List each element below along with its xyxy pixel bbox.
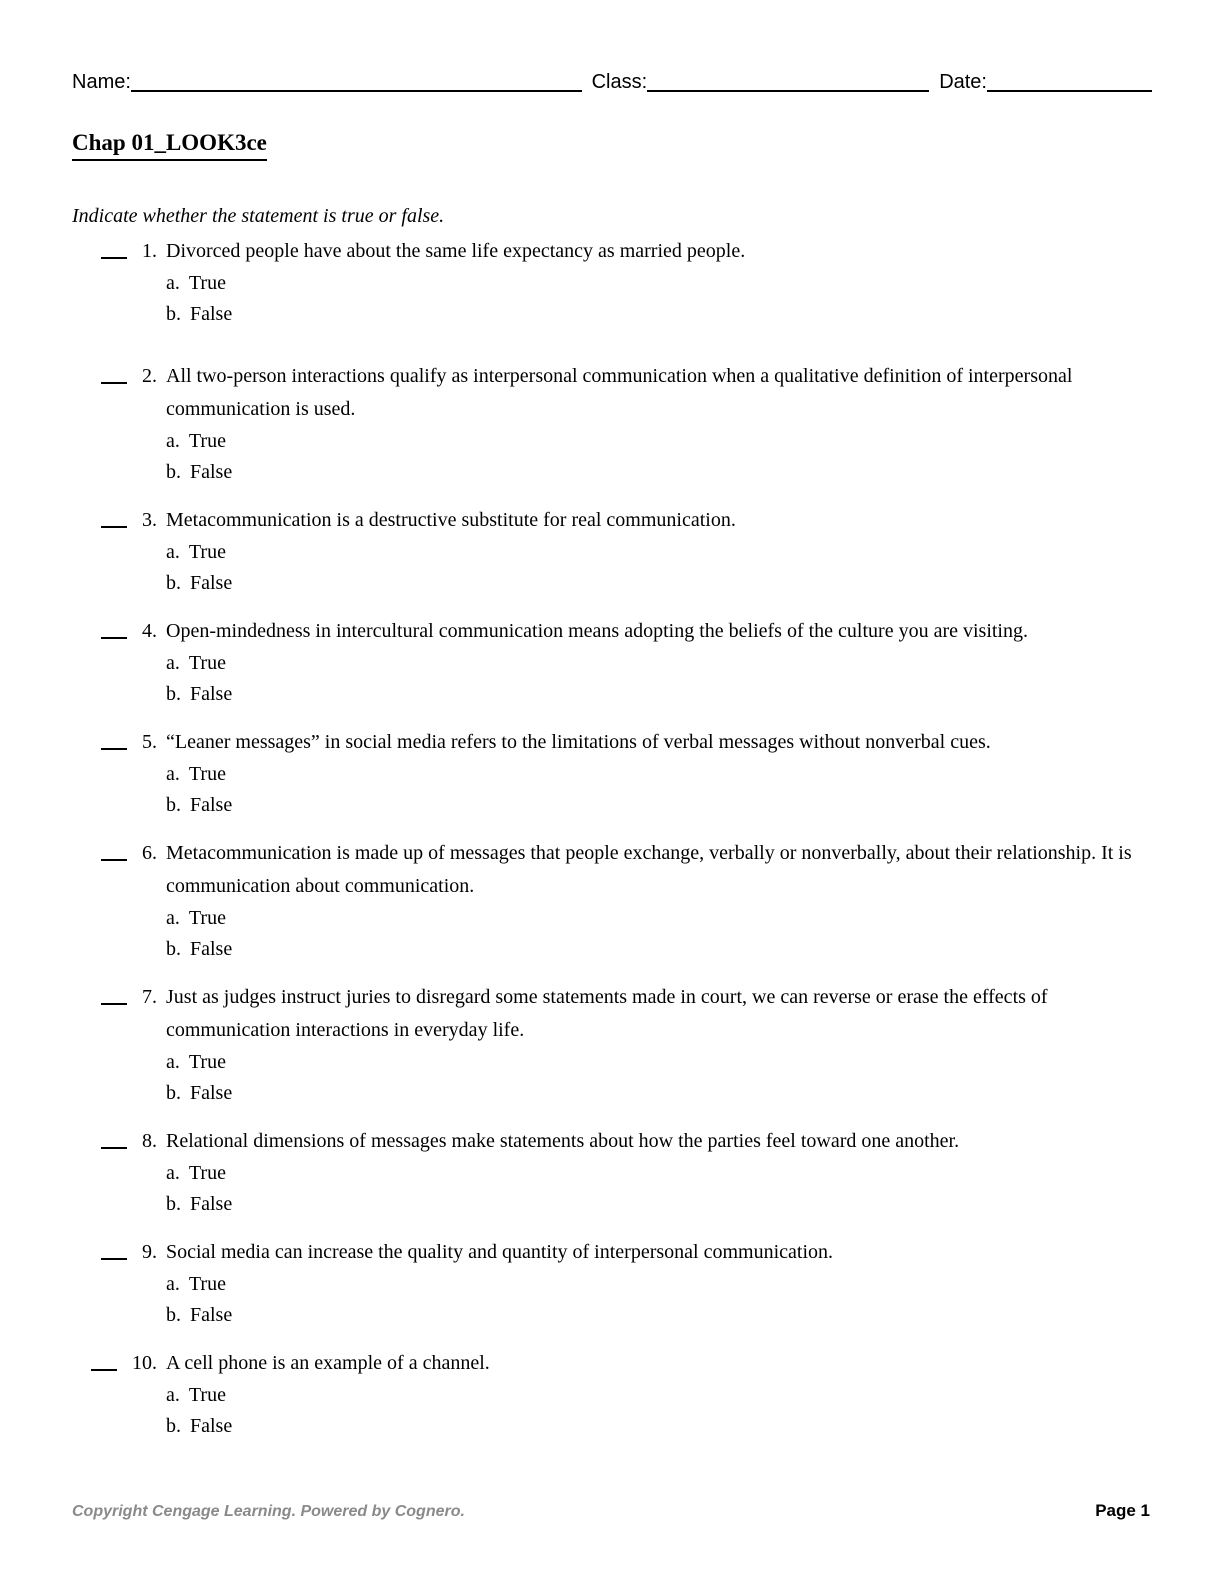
answer-blank-line xyxy=(101,257,127,259)
question-number: 8. xyxy=(142,1130,157,1152)
answer-blank-line xyxy=(101,859,127,861)
question-text: Divorced people have about the same life expectancy as married people. xyxy=(166,240,746,262)
question-item xyxy=(72,726,1152,821)
option-a-label: True xyxy=(188,272,226,294)
date-label: Date: xyxy=(939,71,987,93)
option-a-row xyxy=(72,648,1152,679)
question-line xyxy=(72,615,1152,648)
name-blank-line xyxy=(131,90,582,92)
option-a-row xyxy=(72,1047,1152,1078)
answer-blank-line xyxy=(101,382,127,384)
question-text: Relational dimensions of messages make statements about how the parties feel toward one another. xyxy=(166,1130,960,1152)
question-number: 7. xyxy=(142,986,157,1008)
question-line xyxy=(72,235,1152,268)
question-text: Just as judges instruct juries to disregard some statements made in court, we can reverse or erase the effects of communication interactions in everyday life. xyxy=(166,986,1048,1041)
option-b-letter: b. xyxy=(166,683,181,705)
option-b-label: False xyxy=(190,461,233,483)
question-line xyxy=(72,504,1152,537)
answer-blank-line xyxy=(101,637,127,639)
option-b-label: False xyxy=(190,572,233,594)
option-a-label: True xyxy=(188,1384,226,1406)
option-a-row xyxy=(72,1269,1152,1300)
question-number: 4. xyxy=(142,620,157,642)
option-a-letter: a. xyxy=(166,763,180,785)
question-text: A cell phone is an example of a channel. xyxy=(166,1352,490,1374)
option-b-row xyxy=(72,299,1152,330)
option-a-letter: a. xyxy=(166,907,180,929)
question-text: Social media can increase the quality and quantity of interpersonal communication. xyxy=(166,1241,834,1263)
option-b-row xyxy=(72,457,1152,488)
question-text: Metacommunication is a destructive substitute for real communication. xyxy=(166,509,736,531)
question-number: 9. xyxy=(142,1241,157,1263)
answer-blank-line xyxy=(101,526,127,528)
question-lead xyxy=(72,837,157,870)
question-line xyxy=(72,1125,1152,1158)
question-item xyxy=(72,1347,1152,1442)
date-blank-line xyxy=(987,90,1152,92)
question-item xyxy=(72,360,1152,488)
option-b-label: False xyxy=(190,303,233,325)
question-text: All two-person interactions qualify as interpersonal communication when a qualitative definition of interpersonal communication is used. xyxy=(166,365,1073,420)
question-line xyxy=(72,981,1152,1047)
option-a-label: True xyxy=(188,1162,226,1184)
option-b-letter: b. xyxy=(166,461,181,483)
question-number: 10. xyxy=(132,1352,157,1374)
question-line xyxy=(72,837,1152,903)
question-lead xyxy=(72,1125,157,1158)
question-item xyxy=(72,837,1152,965)
answer-blank-line xyxy=(91,1369,117,1371)
option-b-letter: b. xyxy=(166,1193,181,1215)
option-b-row xyxy=(72,679,1152,710)
option-b-label: False xyxy=(190,1082,233,1104)
option-a-label: True xyxy=(188,763,226,785)
question-line xyxy=(72,360,1152,426)
option-a-row xyxy=(72,268,1152,299)
option-b-row xyxy=(72,790,1152,821)
option-a-label: True xyxy=(188,907,226,929)
option-b-label: False xyxy=(190,938,233,960)
header-row xyxy=(72,70,1152,94)
class-blank-line xyxy=(647,90,929,92)
option-b-label: False xyxy=(190,1193,233,1215)
question-item xyxy=(72,1236,1152,1331)
option-b-letter: b. xyxy=(166,1415,181,1437)
question-lead xyxy=(72,360,157,393)
option-b-row xyxy=(72,1189,1152,1220)
question-lead xyxy=(72,981,157,1014)
option-b-row xyxy=(72,1411,1152,1442)
option-a-row xyxy=(72,1380,1152,1411)
option-b-row xyxy=(72,934,1152,965)
question-text: “Leaner messages” in social media refers to the limitations of verbal messages without nonverbal cues. xyxy=(166,731,991,753)
option-a-row xyxy=(72,1158,1152,1189)
option-a-letter: a. xyxy=(166,1051,180,1073)
question-list xyxy=(72,235,1152,1442)
question-number: 5. xyxy=(142,731,157,753)
option-b-label: False xyxy=(190,1415,233,1437)
name-label: Name: xyxy=(72,71,131,93)
question-lead xyxy=(72,1236,157,1269)
question-lead xyxy=(72,504,157,537)
option-a-row xyxy=(72,903,1152,934)
option-b-label: False xyxy=(190,1304,233,1326)
answer-blank-line xyxy=(101,1258,127,1260)
question-item xyxy=(72,615,1152,710)
option-a-row xyxy=(72,759,1152,790)
option-b-letter: b. xyxy=(166,794,181,816)
question-item xyxy=(72,1125,1152,1220)
question-number: 1. xyxy=(142,240,157,262)
question-number: 2. xyxy=(142,365,157,387)
option-a-letter: a. xyxy=(166,1273,180,1295)
question-text: Open-mindedness in intercultural communication means adopting the beliefs of the culture you are visiting. xyxy=(166,620,1028,642)
question-lead xyxy=(72,615,157,648)
question-item xyxy=(72,981,1152,1109)
option-b-letter: b. xyxy=(166,303,181,325)
class-label: Class: xyxy=(591,71,648,93)
option-b-letter: b. xyxy=(166,572,181,594)
question-line xyxy=(72,1347,1152,1380)
option-b-label: False xyxy=(190,683,233,705)
option-a-label: True xyxy=(188,1273,226,1295)
option-b-row xyxy=(72,1078,1152,1109)
option-b-letter: b. xyxy=(166,1082,181,1104)
option-a-label: True xyxy=(188,1051,226,1073)
option-a-label: True xyxy=(188,430,226,452)
option-a-letter: a. xyxy=(166,652,180,674)
question-lead xyxy=(72,235,157,268)
option-a-row xyxy=(72,426,1152,457)
option-a-label: True xyxy=(188,652,226,674)
question-item xyxy=(72,235,1152,330)
copyright-text: Copyright Cengage Learning. Powered by Cognero. xyxy=(72,1503,465,1520)
option-b-row xyxy=(72,1300,1152,1331)
answer-blank-line xyxy=(101,1147,127,1149)
footer xyxy=(72,1501,1150,1521)
option-a-row xyxy=(72,537,1152,568)
option-a-label: True xyxy=(188,541,226,563)
option-a-letter: a. xyxy=(166,272,180,294)
page-title: Chap 01_LOOK3ce xyxy=(72,128,267,161)
question-number: 3. xyxy=(142,509,157,531)
question-number: 6. xyxy=(142,842,157,864)
option-b-label: False xyxy=(190,794,233,816)
option-b-row xyxy=(72,568,1152,599)
answer-blank-line xyxy=(101,748,127,750)
option-b-letter: b. xyxy=(166,938,181,960)
page-number: Page 1 xyxy=(1095,1501,1150,1520)
option-b-letter: b. xyxy=(166,1304,181,1326)
question-text: Metacommunication is made up of messages that people exchange, verbally or nonverbally, about their relationship. It is communication about communication. xyxy=(166,842,1132,897)
question-line xyxy=(72,726,1152,759)
question-item xyxy=(72,504,1152,599)
answer-blank-line xyxy=(101,1003,127,1005)
question-lead xyxy=(72,1347,157,1380)
option-a-letter: a. xyxy=(166,1384,180,1406)
option-a-letter: a. xyxy=(166,541,180,563)
instruction-text: Indicate whether the statement is true or false. xyxy=(72,205,445,227)
option-a-letter: a. xyxy=(166,1162,180,1184)
question-lead xyxy=(72,726,157,759)
option-a-letter: a. xyxy=(166,430,180,452)
question-line xyxy=(72,1236,1152,1269)
